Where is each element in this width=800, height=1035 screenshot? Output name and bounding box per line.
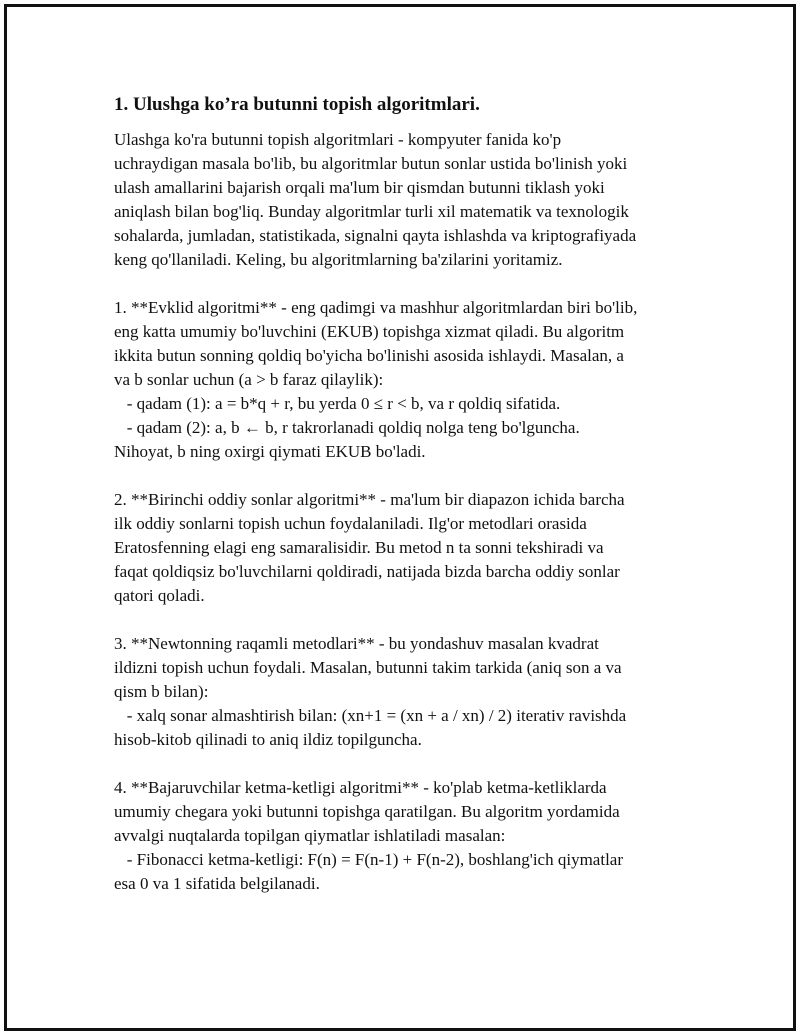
- text-line: ulash amallarini bajarish orqali ma'lum bir qismdan butunni tiklash yoki: [114, 178, 605, 197]
- text-line: uchraydigan masala bo'lib, bu algoritmlar butun sonlar ustida bo'linish yoki: [114, 154, 628, 173]
- text-line: avvalgi nuqtalarda topilgan qiymatlar ishlatiladi masalan:: [114, 826, 506, 845]
- document-body: [114, 92, 694, 896]
- text-line: qatori qoladi.: [114, 586, 205, 605]
- text-line: Eratosfenning elagi eng samaralisidir. Bu metod n ta sonni tekshiradi va: [114, 538, 604, 557]
- text-line: 4. **Bajaruvchilar ketma-ketligi algoritmi** - ko'plab ketma-ketliklarda: [114, 778, 607, 797]
- section-newton: [114, 632, 694, 752]
- intro-paragraph: [114, 128, 694, 272]
- text-line: Ulashga ko'ra butunni topish algoritmlari - kompyuter fanida ko'p: [114, 130, 562, 149]
- section-primes: [114, 488, 694, 608]
- text-line: - Fibonacci ketma-ketligi: F(n) = F(n-1) + F(n-2), boshlang'ich qiymatlar: [114, 850, 623, 869]
- text-line: keng qo'llaniladi. Keling, bu algoritmlarning ba'zilarini yoritamiz.: [114, 250, 563, 269]
- document-title: 1. Ulushga ko’ra butunni topish algoritmlari.: [114, 94, 480, 115]
- text-line: aniqlash bilan bog'liq. Bunday algoritmlar turli xil matematik va texnologik: [114, 202, 629, 221]
- section-sequences: [114, 776, 694, 896]
- text-line: - xalq sonar almashtirish bilan: (xn+1 = (xn + a / xn) / 2) iterativ ravishda: [114, 706, 627, 725]
- text-line: 2. **Birinchi oddiy sonlar algoritmi** - ma'lum bir diapazon ichida barcha: [114, 490, 625, 509]
- paragraph-gap: [114, 752, 694, 776]
- section-euclid: [114, 296, 694, 464]
- text-line: qism b bilan):: [114, 682, 209, 701]
- text-line: va b sonlar uchun (a > b faraz qilaylik):: [114, 370, 384, 389]
- text-line: sohalarda, jumladan, statistikada, signalni qayta ishlashda va kriptografiyada: [114, 226, 637, 245]
- text-line: - qadam (1): a = b*q + r, bu yerda 0 ≤ r < b, va r qoldiq sifatida.: [114, 394, 561, 413]
- text-line: - qadam (2): a, b ← b, r takrorlanadi qoldiq nolga teng bo'lguncha.: [114, 418, 580, 437]
- paragraph-gap: [114, 464, 694, 488]
- text-line: hisob-kitob qilinadi to aniq ildiz topilguncha.: [114, 730, 422, 749]
- text-line: eng katta umumiy bo'luvchini (EKUB) topishga xizmat qiladi. Bu algoritm: [114, 322, 625, 341]
- text-line: umumiy chegara yoki butunni topishga qaratilgan. Bu algoritm yordamida: [114, 802, 620, 821]
- text-line: ilk oddiy sonlarni topish uchun foydalaniladi. Ilg'or metodlari orasida: [114, 514, 587, 533]
- text-line: esa 0 va 1 sifatida belgilanadi.: [114, 874, 320, 893]
- paragraph-gap: [114, 608, 694, 632]
- text-line: 3. **Newtonning raqamli metodlari** - bu yondashuv masalan kvadrat: [114, 634, 599, 653]
- paragraph-gap: [114, 272, 694, 296]
- text-line: ildizni topish uchun foydali. Masalan, butunni takim tarkida (aniq son a va: [114, 658, 622, 677]
- text-line: faqat qoldiqsiz bo'luvchilarni qoldiradi, natijada bizda barcha oddiy sonlar: [114, 562, 620, 581]
- text-line: Nihoyat, b ning oxirgi qiymati EKUB bo'ladi.: [114, 442, 426, 461]
- text-line: 1. **Evklid algoritmi** - eng qadimgi va mashhur algoritmlardan biri bo'lib,: [114, 298, 638, 317]
- text-line: ikkita butun sonning qoldiq bo'yicha bo'linishi asosida ishlaydi. Masalan, a: [114, 346, 624, 365]
